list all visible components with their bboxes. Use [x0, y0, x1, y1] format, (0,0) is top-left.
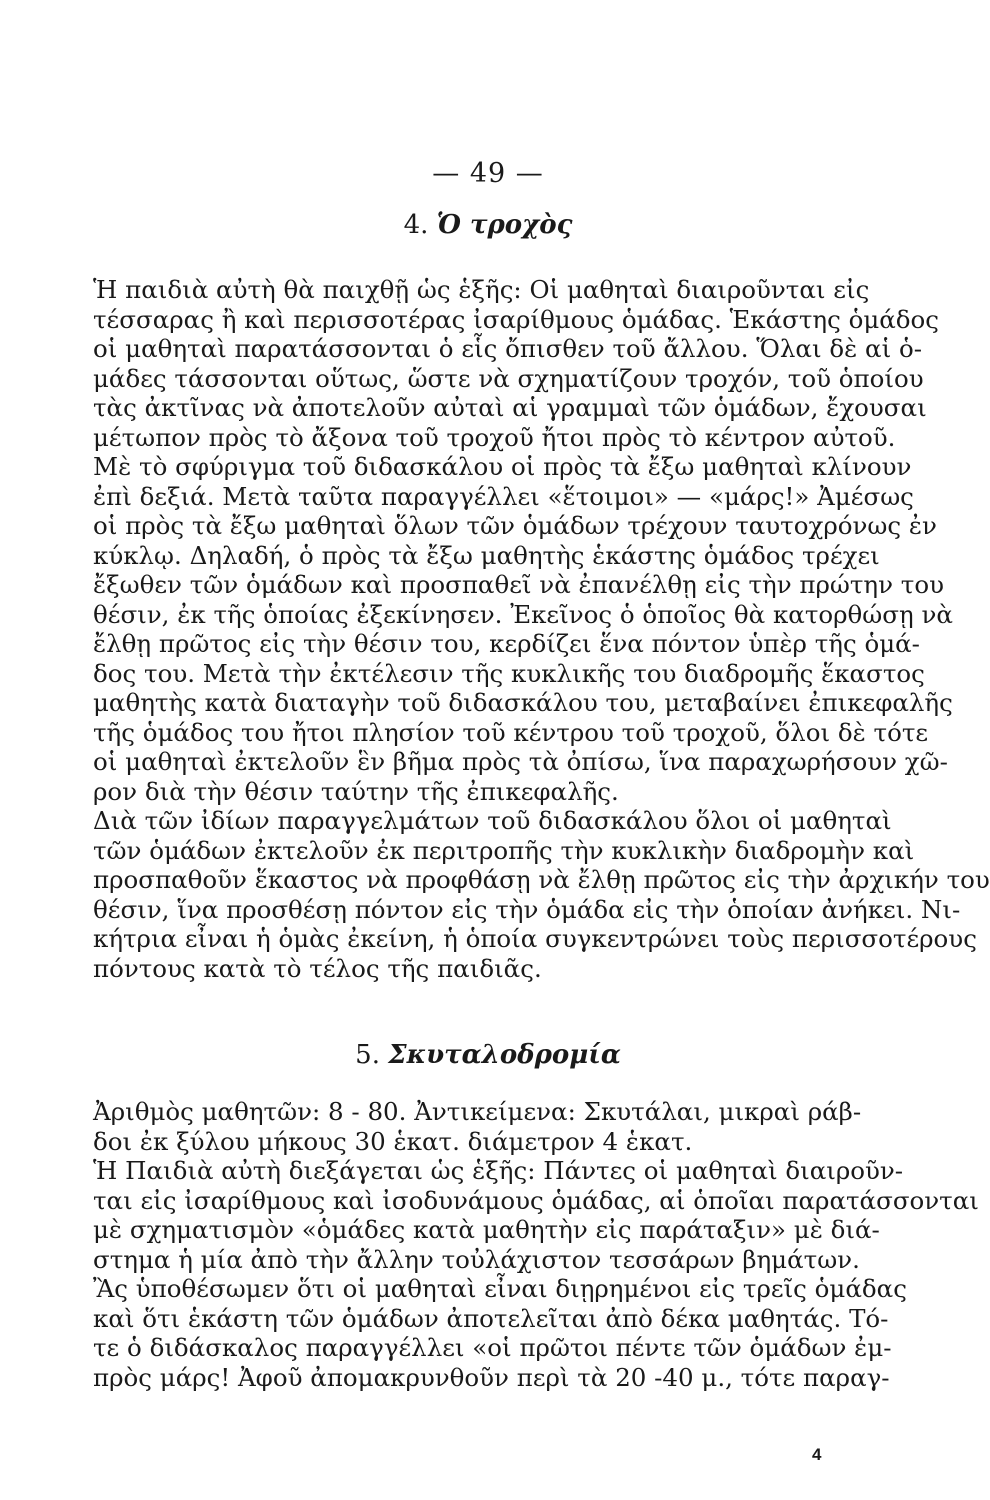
- text-line: τέσσαρας ἢ καὶ περισσοτέρας ἰσαρίθμους ὁμάδας. Ἑκάστης ὁμάδος: [93, 304, 940, 334]
- text-line: Ἂς ὑποθέσωμεν ὅτι οἱ μαθηταὶ εἶναι διῃρημένοι εἰς τρεῖς ὁμάδας: [93, 1274, 907, 1303]
- text-line: καὶ ὅτι ἑκάστη τῶν ὁμάδων ἀποτελεῖται ἀπὸ δέκα μαθητάς. Τό-: [93, 1303, 889, 1333]
- text-line: Μὲ τὸ σφύριγμα τοῦ διδασκάλου οἱ πρὸς τὰ ἔξω μαθηταὶ κλίνουν: [93, 452, 912, 481]
- page-number: — 49 —: [432, 158, 544, 189]
- text-line: ἔλθῃ πρῶτος εἰς τὴν θέσιν του, κερδίζει ἕνα πόντον ὑπὲρ τῆς ὁμά-: [93, 629, 920, 658]
- text-line: ἔξωθεν τῶν ὁμάδων καὶ προσπαθεῖ νὰ ἐπανέλθῃ εἰς τὴν πρώτην του: [93, 570, 944, 599]
- text-line: ται εἰς ἰσαρίθμους καὶ ἰσοδυνάμους ὁμάδας, αἱ ὁποῖαι παρατάσσονται: [93, 1185, 979, 1215]
- text-line: θέσιν, ἵνα προσθέσῃ πόντον εἰς τὴν ὁμάδα εἰς τὴν ὁποίαν ἀνήκει. Νι-: [93, 894, 961, 924]
- text-line: κύκλῳ. Δηλαδή, ὁ πρὸς τὰ ἔξω μαθητὴς ἑκάστης ὁμάδος τρέχει: [93, 540, 880, 570]
- section-title: Ὁ τροχὸς: [436, 210, 573, 240]
- text-line: δοι ἐκ ξύλου μήκους 30 ἑκατ. διάμετρον 4 ἑκατ.: [93, 1126, 693, 1156]
- text-line: προσπαθοῦν ἕκαστος νὰ προφθάσῃ νὰ ἔλθῃ πρῶτος εἰς τὴν ἀρχικήν του: [93, 865, 990, 894]
- text-line: οἱ μαθηταὶ ἐκτελοῦν ἓν βῆμα πρὸς τὰ ὀπίσω, ἵνα παραχωρήσουν χῶ-: [93, 747, 948, 776]
- text-line: Ἡ Παιδιὰ αὐτὴ διεξάγεται ὡς ἑξῆς: Πάντες οἱ μαθηταὶ διαιροῦν-: [93, 1156, 904, 1185]
- text-line: στημα ἡ μία ἀπὸ τὴν ἄλλην τοὐλάχιστον τεσσάρων βημάτων.: [93, 1244, 860, 1274]
- text-line: μάδες τάσσονται οὕτως, ὥστε νὰ σχηματίζουν τροχόν, τοῦ ὁποίου: [93, 363, 924, 393]
- text-line: Διὰ τῶν ἰδίων παραγγελμάτων τοῦ διδασκάλου ὅλοι οἱ μαθηταὶ: [93, 806, 892, 835]
- text-line: Ἀριθμὸς μαθητῶν: 8 - 80. Ἀντικείμενα: Σκυτάλαι, μικραὶ ράβ-: [93, 1097, 862, 1126]
- text-line: ρον διὰ τὴν θέσιν ταύτην τῆς ἐπικεφαλῆς.: [93, 776, 619, 806]
- text-line: οἱ πρὸς τὰ ἔξω μαθηταὶ ὅλων τῶν ὁμάδων τρέχουν ταυτοχρόνως ἐν: [93, 511, 937, 540]
- text-line: τε ὁ διδάσκαλος παραγγέλλει «οἱ πρῶτοι πέντε τῶν ὁμάδων ἐμ-: [93, 1333, 892, 1362]
- text-line: κήτρια εἶναι ἡ ὁμὰς ἐκείνη, ἡ ὁποία συγκεντρώνει τοὺς περισσοτέρους: [93, 924, 977, 953]
- text-line: μαθητὴς κατὰ διαταγὴν τοῦ διδασκάλου του, μεταβαίνει ἐπικεφαλῆς: [93, 688, 953, 717]
- section-heading-skytalodromia: [0, 1040, 976, 1070]
- section-body-skytalodromia: [93, 1097, 979, 1392]
- text-line: ἐπὶ δεξιά. Μετὰ ταῦτα παραγγέλλει «ἕτοιμοι» — «μάρς!» Ἀμέσως: [93, 481, 914, 511]
- text-line: τῆς ὁμάδος του ἤτοι πλησίον τοῦ κέντρου τοῦ τροχοῦ, ὅλοι δὲ τότε: [93, 717, 929, 747]
- text-line: δος του. Μετὰ τὴν ἐκτέλεσιν τῆς κυκλικῆς του διαδρομῆς ἕκαστος: [93, 658, 925, 688]
- section-number: 5.: [355, 1040, 380, 1070]
- text-line: Ἡ παιδιὰ αὐτὴ θὰ παιχθῇ ὡς ἑξῆς: Οἱ μαθηταὶ διαιροῦνται εἰς: [93, 275, 870, 304]
- section-number: 4.: [403, 210, 429, 240]
- section-title: Σκυταλοδρομία: [388, 1040, 621, 1070]
- section-heading-trochos: [0, 210, 976, 240]
- section-body-trochos: [93, 275, 990, 983]
- text-line: τὰς ἀκτῖνας νὰ ἀποτελοῦν αὐταὶ αἱ γραμμαὶ τῶν ὁμάδων, ἔχουσαι: [93, 393, 927, 422]
- signature-mark: 4: [812, 1445, 822, 1464]
- text-line: τῶν ὁμάδων ἐκτελοῦν ἐκ περιτροπῆς τὴν κυκλικὴν διαδρομὴν καὶ: [93, 835, 915, 865]
- text-line: μὲ σχηματισμὸν «ὁμάδες κατὰ μαθητὴν εἰς παράταξιν» μὲ διά-: [93, 1215, 880, 1244]
- text-line: μέτωπον πρὸς τὸ ἄξονα τοῦ τροχοῦ ἤτοι πρὸς τὸ κέντρον αὐτοῦ.: [93, 422, 896, 452]
- text-line: πρὸς μάρς! Ἀφοῦ ἀπομακρυνθοῦν περὶ τὰ 20 -40 μ., τότε παραγ-: [93, 1362, 890, 1392]
- text-line: οἱ μαθηταὶ παρατάσσονται ὁ εἷς ὄπισθεν τοῦ ἄλλου. Ὅλαι δὲ αἱ ὁ-: [93, 334, 923, 363]
- text-line: θέσιν, ἐκ τῆς ὁποίας ἐξεκίνησεν. Ἐκεῖνος ὁ ὁποῖος θὰ κατορθώσῃ νὰ: [93, 599, 953, 629]
- text-line: πόντους κατὰ τὸ τέλος τῆς παιδιᾶς.: [93, 953, 542, 983]
